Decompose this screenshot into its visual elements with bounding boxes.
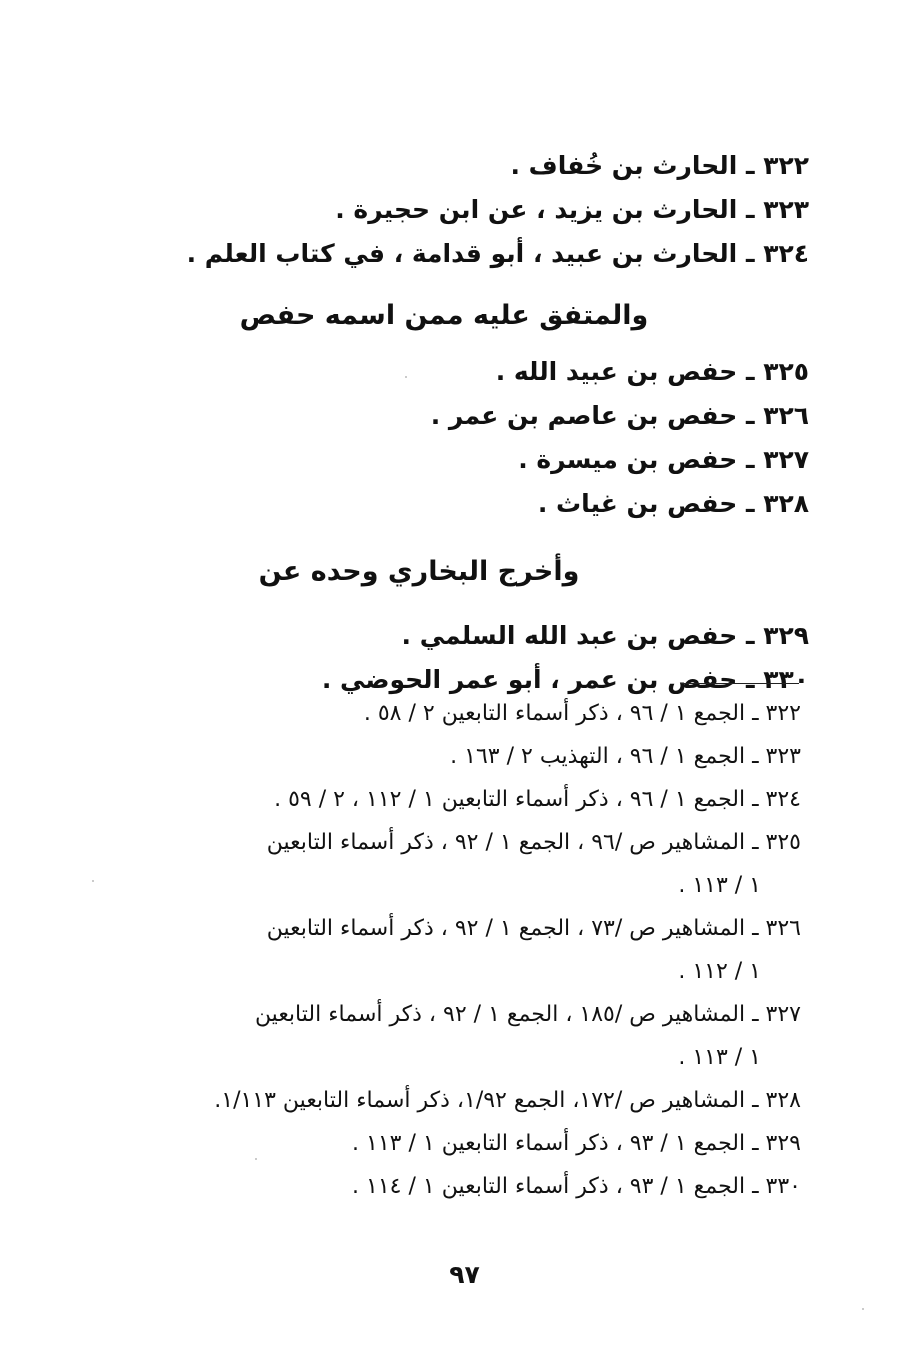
paper-speck (92, 880, 94, 882)
footnote-separator (681, 683, 799, 684)
entry-line: ٣٣٠ ـ حفص بن عمر ، أبو عمر الحوضي . (321, 665, 809, 694)
footnote-text: ٣٢٢ ـ الجمع ١ / ٩٦ ، ذكر أسماء التابعين ٢ / ٥٨ . (363, 701, 801, 726)
footnote (101, 907, 801, 993)
paper-speck (405, 376, 407, 378)
footnote-text: ٣٢٦ ـ المشاهير ص /٧٣ ، الجمع ١ / ٩٢ ، ذكر أسماء التابعين (266, 916, 801, 941)
footnote-text: ٣٢٧ ـ المشاهير ص /١٨٥ ، الجمع ١ / ٩٢ ، ذكر أسماء التابعين (254, 1002, 801, 1027)
entry-line: ٣٢٢ ـ الحارث بن خُفاف . (510, 151, 809, 180)
footnote-text: ٣٢٣ ـ الجمع ١ / ٩٦ ، التهذيب ٢ / ١٦٣ . (450, 744, 801, 769)
footnote-text: ٣٢٨ ـ المشاهير ص /١٧٢، الجمع ١/٩٢، ذكر أسماء التابعين ١/١١٣. (214, 1088, 801, 1113)
footnote (101, 778, 801, 821)
footnote-continuation: ١ / ١١٢ . (678, 959, 761, 984)
footnote-text: ٣٢٤ ـ الجمع ١ / ٩٦ ، ذكر أسماء التابعين ١ / ١١٢ ، ٢ / ٥٩ . (274, 787, 801, 812)
entry-line: ٣٢٧ ـ حفص بن ميسرة . (518, 445, 809, 474)
entry-line: ٣٢٥ ـ حفص بن عبيد الله . (495, 357, 809, 386)
entry-line: ٣٢٩ ـ حفص بن عبد الله السلمي . (401, 621, 809, 650)
footnote (101, 1165, 801, 1208)
footnote-text: ٣٢٥ ـ المشاهير ص /٩٦ ، الجمع ١ / ٩٢ ، ذكر أسماء التابعين (266, 830, 801, 855)
footnote (101, 993, 801, 1079)
footnote-text: ٣٢٩ ـ الجمع ١ / ٩٣ ، ذكر أسماء التابعين ١ / ١١٣ . (352, 1131, 801, 1156)
footnote (101, 821, 801, 907)
footnotes (101, 692, 801, 1208)
footnote-text: ٣٣٠ ـ الجمع ١ / ٩٣ ، ذكر أسماء التابعين ١ / ١١٤ . (352, 1174, 801, 1199)
footnote (101, 692, 801, 735)
footnote-continuation: ١ / ١١٣ . (678, 873, 761, 898)
entry-line: ٣٢٤ ـ الحارث بن عبيد ، أبو قدامة ، في كتاب العلم . (186, 239, 809, 268)
section-heading: والمتفق عليه ممن اسمه حفص (239, 300, 649, 331)
page-number: ٩٧ (449, 1260, 480, 1289)
entry-line: ٣٢٣ ـ الحارث بن يزيد ، عن ابن حجيرة . (335, 195, 809, 224)
main-text (186, 144, 809, 702)
footnote-continuation: ١ / ١١٣ . (678, 1045, 761, 1070)
footnote (101, 1079, 801, 1122)
entry-line: ٣٢٨ ـ حفص بن غياث . (537, 489, 809, 518)
paper-speck (862, 1308, 864, 1310)
entry-line: ٣٢٦ ـ حفص بن عاصم بن عمر . (430, 401, 809, 430)
paper-speck (255, 1158, 257, 1160)
footnote (101, 1122, 801, 1165)
footnote (101, 735, 801, 778)
section-heading: وأخرج البخاري وحده عن (258, 556, 580, 587)
